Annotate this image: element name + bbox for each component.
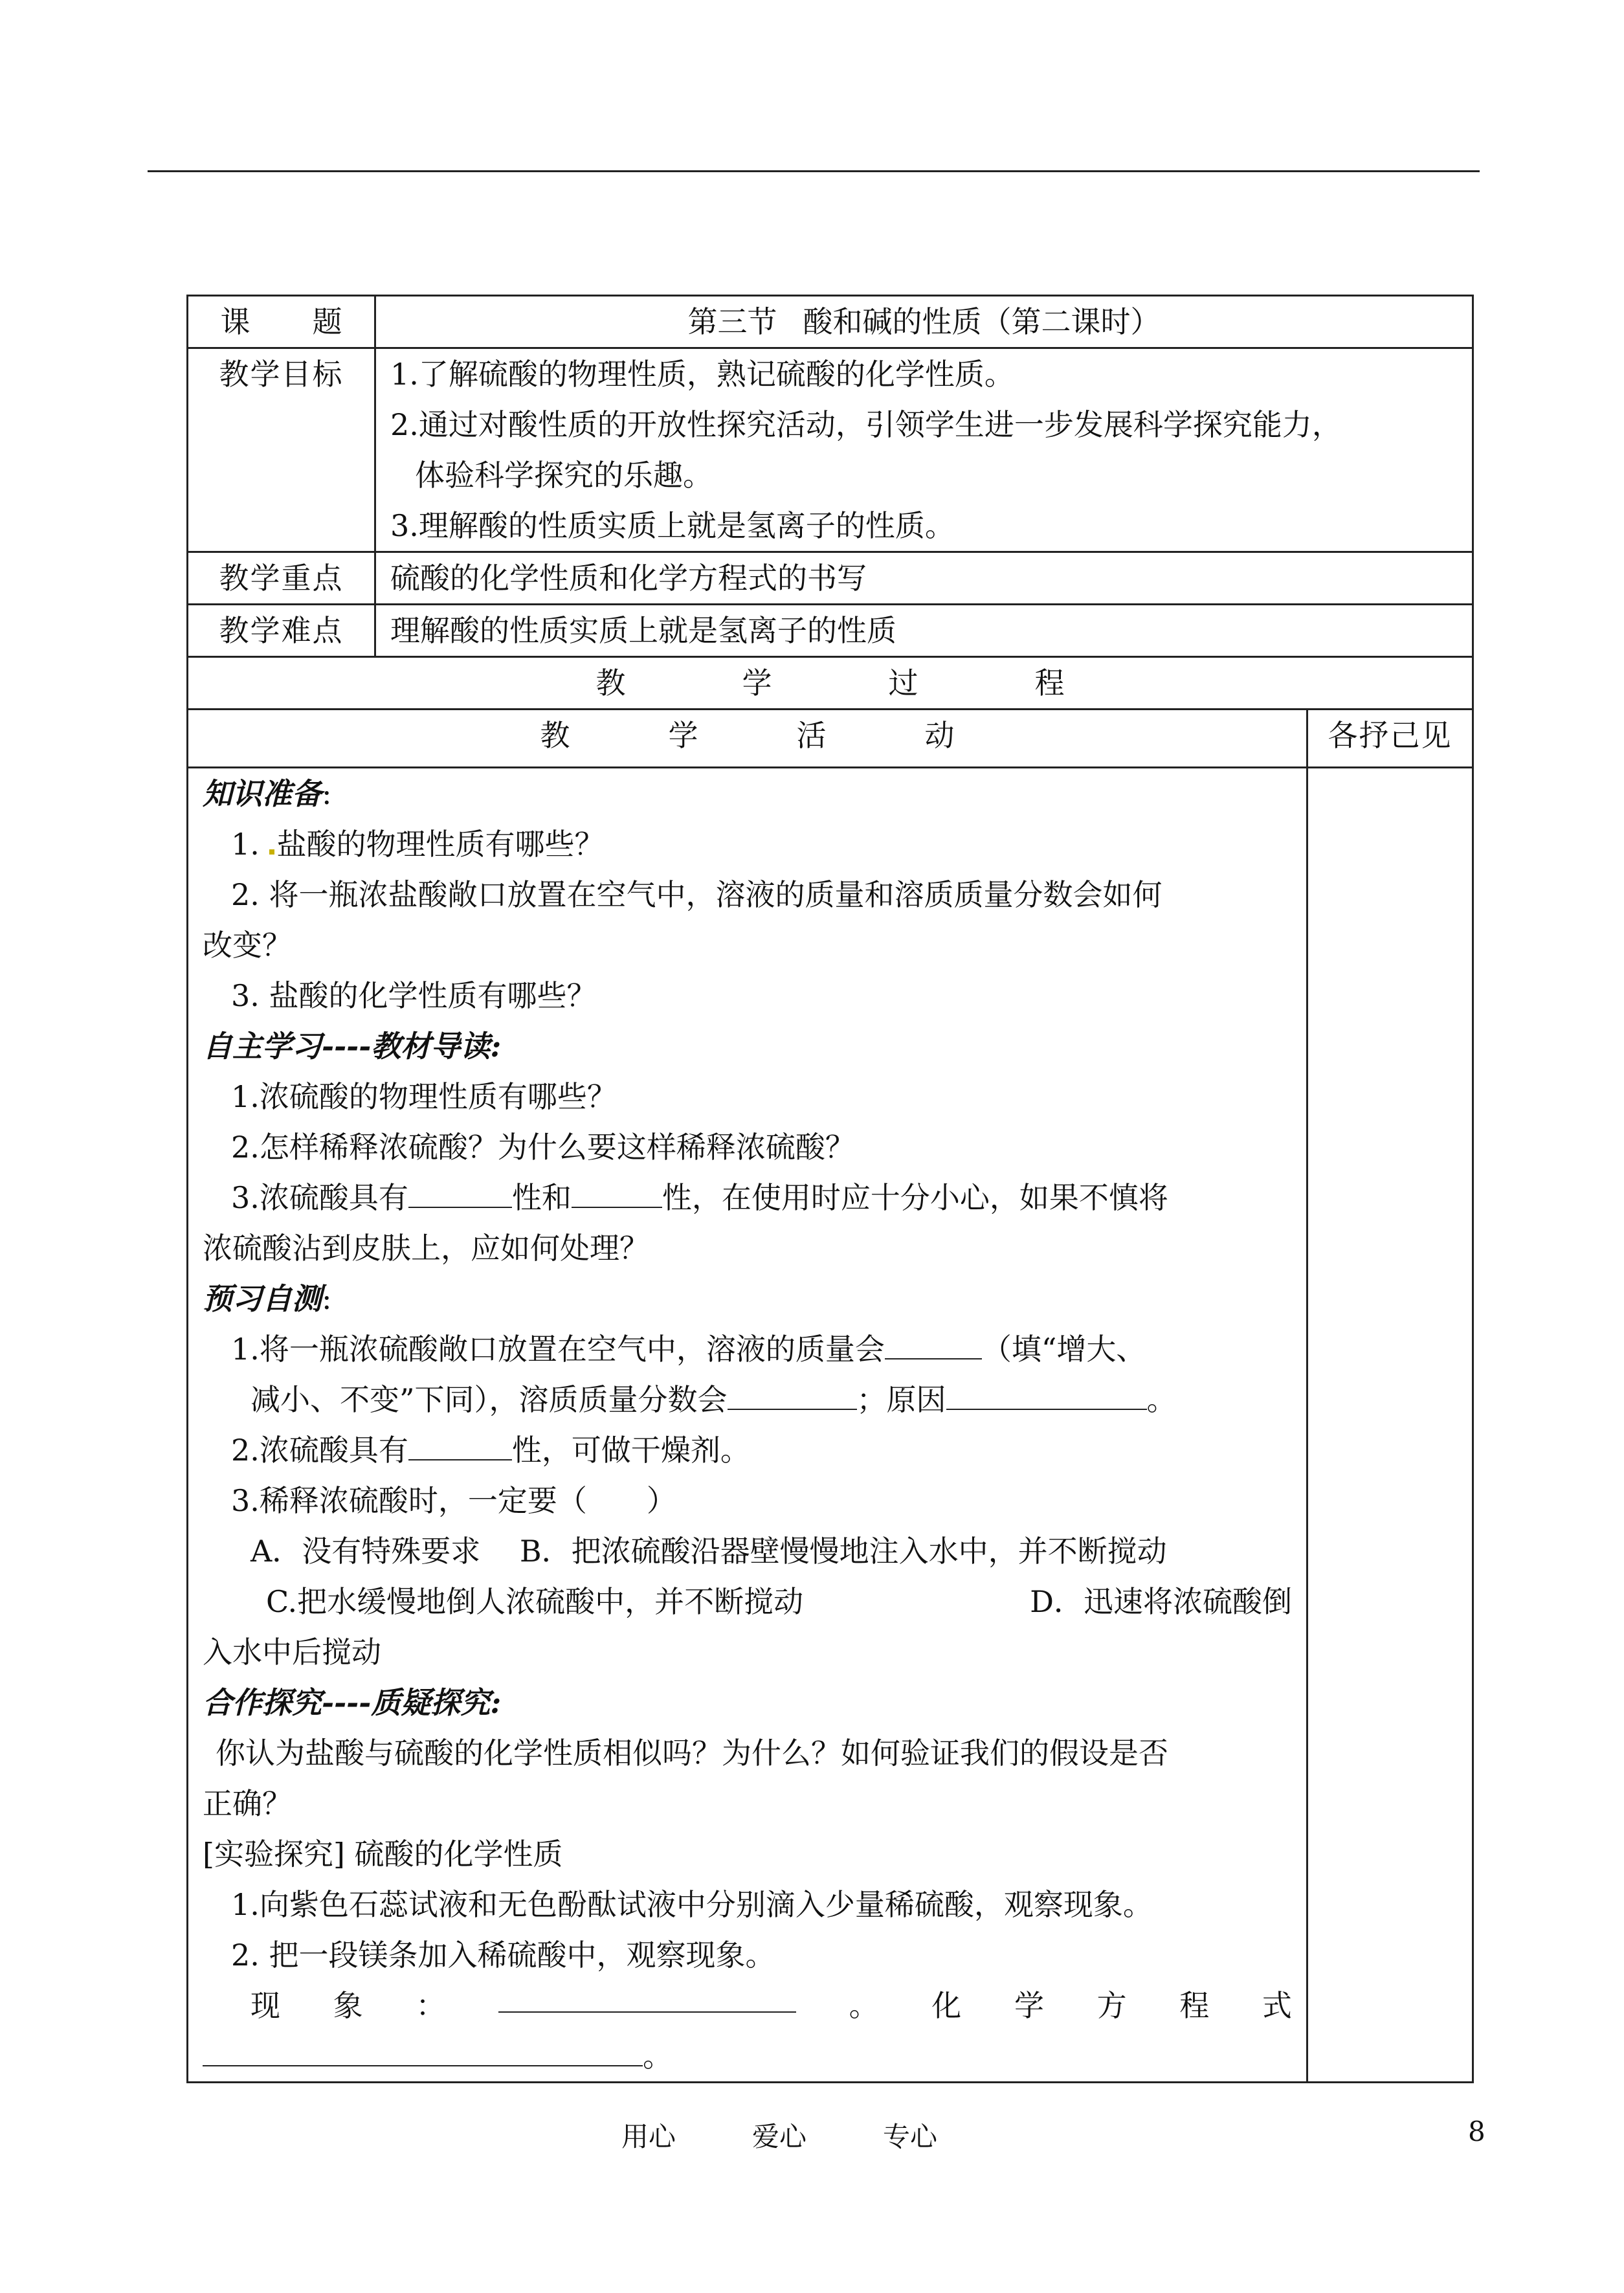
section-title: 预习自测 — [203, 1281, 322, 1316]
process-header-char: 教 — [595, 666, 626, 700]
question-text: 3.浓硫酸具有 — [231, 1180, 408, 1215]
topic-name: 酸和碱的性质（第二课时） — [803, 304, 1161, 339]
activity-content-row — [188, 768, 1473, 2083]
end-period: 。 — [643, 2039, 673, 2074]
key-label: 教学重点 — [188, 552, 375, 605]
notes-column — [1307, 768, 1473, 2083]
goal-3: 3.理解酸的性质实质上就是氢离子的性质。 — [390, 508, 955, 543]
question-cont: 正确？ — [203, 1786, 292, 1821]
question-cont: 浓硫酸沾到皮肤上，应如何处理？ — [203, 1231, 649, 1266]
equation-line — [203, 2031, 1292, 2081]
activity-header-char: 学 — [668, 718, 698, 753]
goal-2: 2.通过对酸性质的开放性探究活动，引领学生进一步发展科学探究能力， — [390, 407, 1342, 442]
question-text: 。 — [1146, 1382, 1177, 1417]
activity-header — [188, 710, 1307, 768]
process-header-char: 过 — [888, 666, 918, 700]
phenomenon-char: 化 — [931, 1988, 962, 2023]
question-text: 1.将一瓶浓硫酸敞口放置在空气中，溶液的质量会 — [231, 1332, 885, 1367]
notes-header: 各抒己见 — [1307, 710, 1473, 768]
fill-blank[interactable] — [408, 1176, 512, 1208]
question-text: （填“增大、 — [981, 1332, 1146, 1367]
question — [203, 1324, 1292, 1374]
phenomenon-char: 方 — [1096, 1988, 1127, 2023]
difficult-label: 教学难点 — [188, 605, 375, 657]
phenomenon-line — [203, 1980, 1292, 2031]
section-knowledge-prep — [203, 768, 1292, 819]
experiment-title: [实验探究] 硫酸的化学性质 — [203, 1837, 563, 1872]
process-header-char: 学 — [742, 666, 772, 700]
question: 2. 将一瓶浓盐酸敞口放置在空气中，溶液的质量和溶质质量分数会如何 — [231, 877, 1162, 912]
difficult-content: 理解酸的性质实质上就是氢离子的性质 — [375, 605, 1473, 657]
footer-motto: 专心 — [883, 2121, 938, 2153]
option-d: D．迅速将浓硫酸倒 — [1030, 1584, 1292, 1619]
fill-blank[interactable] — [728, 1378, 857, 1410]
question-cont — [203, 1374, 1292, 1425]
phenomenon-char: 。 — [849, 1988, 879, 2023]
goal-1: 1.了解硫酸的物理性质，熟记硫酸的化学性质。 — [390, 357, 1014, 392]
question — [203, 819, 1292, 869]
phenomenon-char: 程 — [1179, 1988, 1210, 2023]
topic-title — [375, 296, 1473, 348]
footer-motto: 用心 — [621, 2121, 676, 2153]
difficult-row — [188, 605, 1473, 657]
process-header-char: 程 — [1034, 666, 1065, 700]
highlight-mark — [269, 849, 274, 855]
fill-blank[interactable] — [203, 2034, 643, 2066]
footer-motto: 爱心 — [752, 2121, 807, 2153]
lesson-plan-table — [186, 295, 1474, 2083]
question: 你认为盐酸与硫酸的化学性质相似吗？为什么？如何验证我们的假设是否 — [216, 1736, 1168, 1771]
key-content: 硫酸的化学性质和化学方程式的书写 — [375, 552, 1473, 605]
question: 3. 盐酸的化学性质有哪些？ — [231, 978, 597, 1013]
process-header-row — [188, 657, 1473, 710]
question-text: 性和 — [511, 1180, 572, 1215]
phenomenon-char: ： — [416, 1988, 446, 2023]
phenomenon-char: 学 — [1014, 1988, 1044, 2023]
phenomenon-char: 式 — [1262, 1988, 1292, 2023]
question — [203, 1425, 1292, 1475]
question-text: 盐酸的物理性质有哪些？ — [276, 827, 605, 862]
question-number: 1. — [231, 827, 260, 862]
goals-row — [188, 348, 1473, 552]
phenomenon-char: 象 — [333, 1988, 363, 2023]
activity-content — [188, 768, 1307, 2083]
option-cont: 入水中后搅动 — [203, 1635, 381, 1670]
question: 2.怎样稀释浓硫酸？为什么要这样稀释浓硫酸？ — [231, 1130, 855, 1165]
question: 3.稀释浓硫酸时，一定要（ ） — [231, 1483, 676, 1518]
question-text: 性，可做干燥剂。 — [511, 1433, 750, 1468]
experiment-step: 1.向紫色石蕊试液和无色酚酞试液中分别滴入少量稀硫酸，观察现象。 — [231, 1887, 1153, 1922]
activity-header-row — [188, 710, 1473, 768]
question-cont: 改变？ — [203, 928, 292, 963]
question: 1.浓硫酸的物理性质有哪些？ — [231, 1079, 617, 1114]
topic-row — [188, 296, 1473, 348]
section-colon: : — [322, 1281, 332, 1316]
section-self-test — [203, 1273, 1292, 1324]
fill-blank[interactable] — [408, 1428, 512, 1460]
option-c: C.把水缓慢地倒人浓硫酸中，并不断搅动 — [266, 1584, 804, 1619]
topic-section: 第三节 — [687, 304, 777, 339]
section-colon: : — [322, 776, 332, 811]
process-header — [188, 657, 1473, 710]
question-text: ；原因 — [856, 1382, 946, 1417]
phenomenon-char: 现 — [250, 1988, 280, 2023]
fill-blank[interactable] — [572, 1176, 662, 1208]
experiment-step: 2. 把一段镁条加入稀硫酸中，观察现象。 — [231, 1938, 775, 1973]
key-row — [188, 552, 1473, 605]
question — [203, 1172, 1292, 1223]
topic-label-char-2: 题 — [312, 304, 342, 339]
question-text: 性，在使用时应十分小心，如果不慎将 — [662, 1180, 1168, 1215]
question-text: 减小、不变”下同），溶质质量分数会 — [250, 1382, 728, 1417]
question-text: 2.浓硫酸具有 — [231, 1433, 408, 1468]
topic-label — [188, 296, 375, 348]
header-rule — [148, 170, 1480, 172]
section-cooperative: 合作探究----质疑探究: — [203, 1685, 502, 1720]
activity-header-char: 教 — [540, 718, 570, 753]
footer-mottos — [621, 2116, 1014, 2154]
fill-blank[interactable] — [885, 1327, 982, 1359]
section-self-study: 自主学习----教材导读: — [203, 1029, 502, 1064]
goals-label: 教学目标 — [188, 348, 375, 552]
goal-2-cont: 体验科学探究的乐趣。 — [415, 458, 713, 493]
option-a-b: A．没有特殊要求 B．把浓硫酸沿器壁慢慢地注入水中，并不断搅动 — [250, 1534, 1167, 1569]
activity-header-char: 动 — [924, 718, 955, 753]
page-number: 8 — [1468, 2116, 1485, 2147]
topic-label-char-1: 课 — [220, 304, 250, 339]
goals-content — [375, 348, 1473, 552]
activity-header-char: 活 — [796, 718, 827, 753]
option-c-d — [203, 1576, 1292, 1627]
section-title: 知识准备 — [203, 776, 322, 811]
fill-blank[interactable] — [498, 1980, 796, 2013]
fill-blank[interactable] — [946, 1378, 1147, 1410]
